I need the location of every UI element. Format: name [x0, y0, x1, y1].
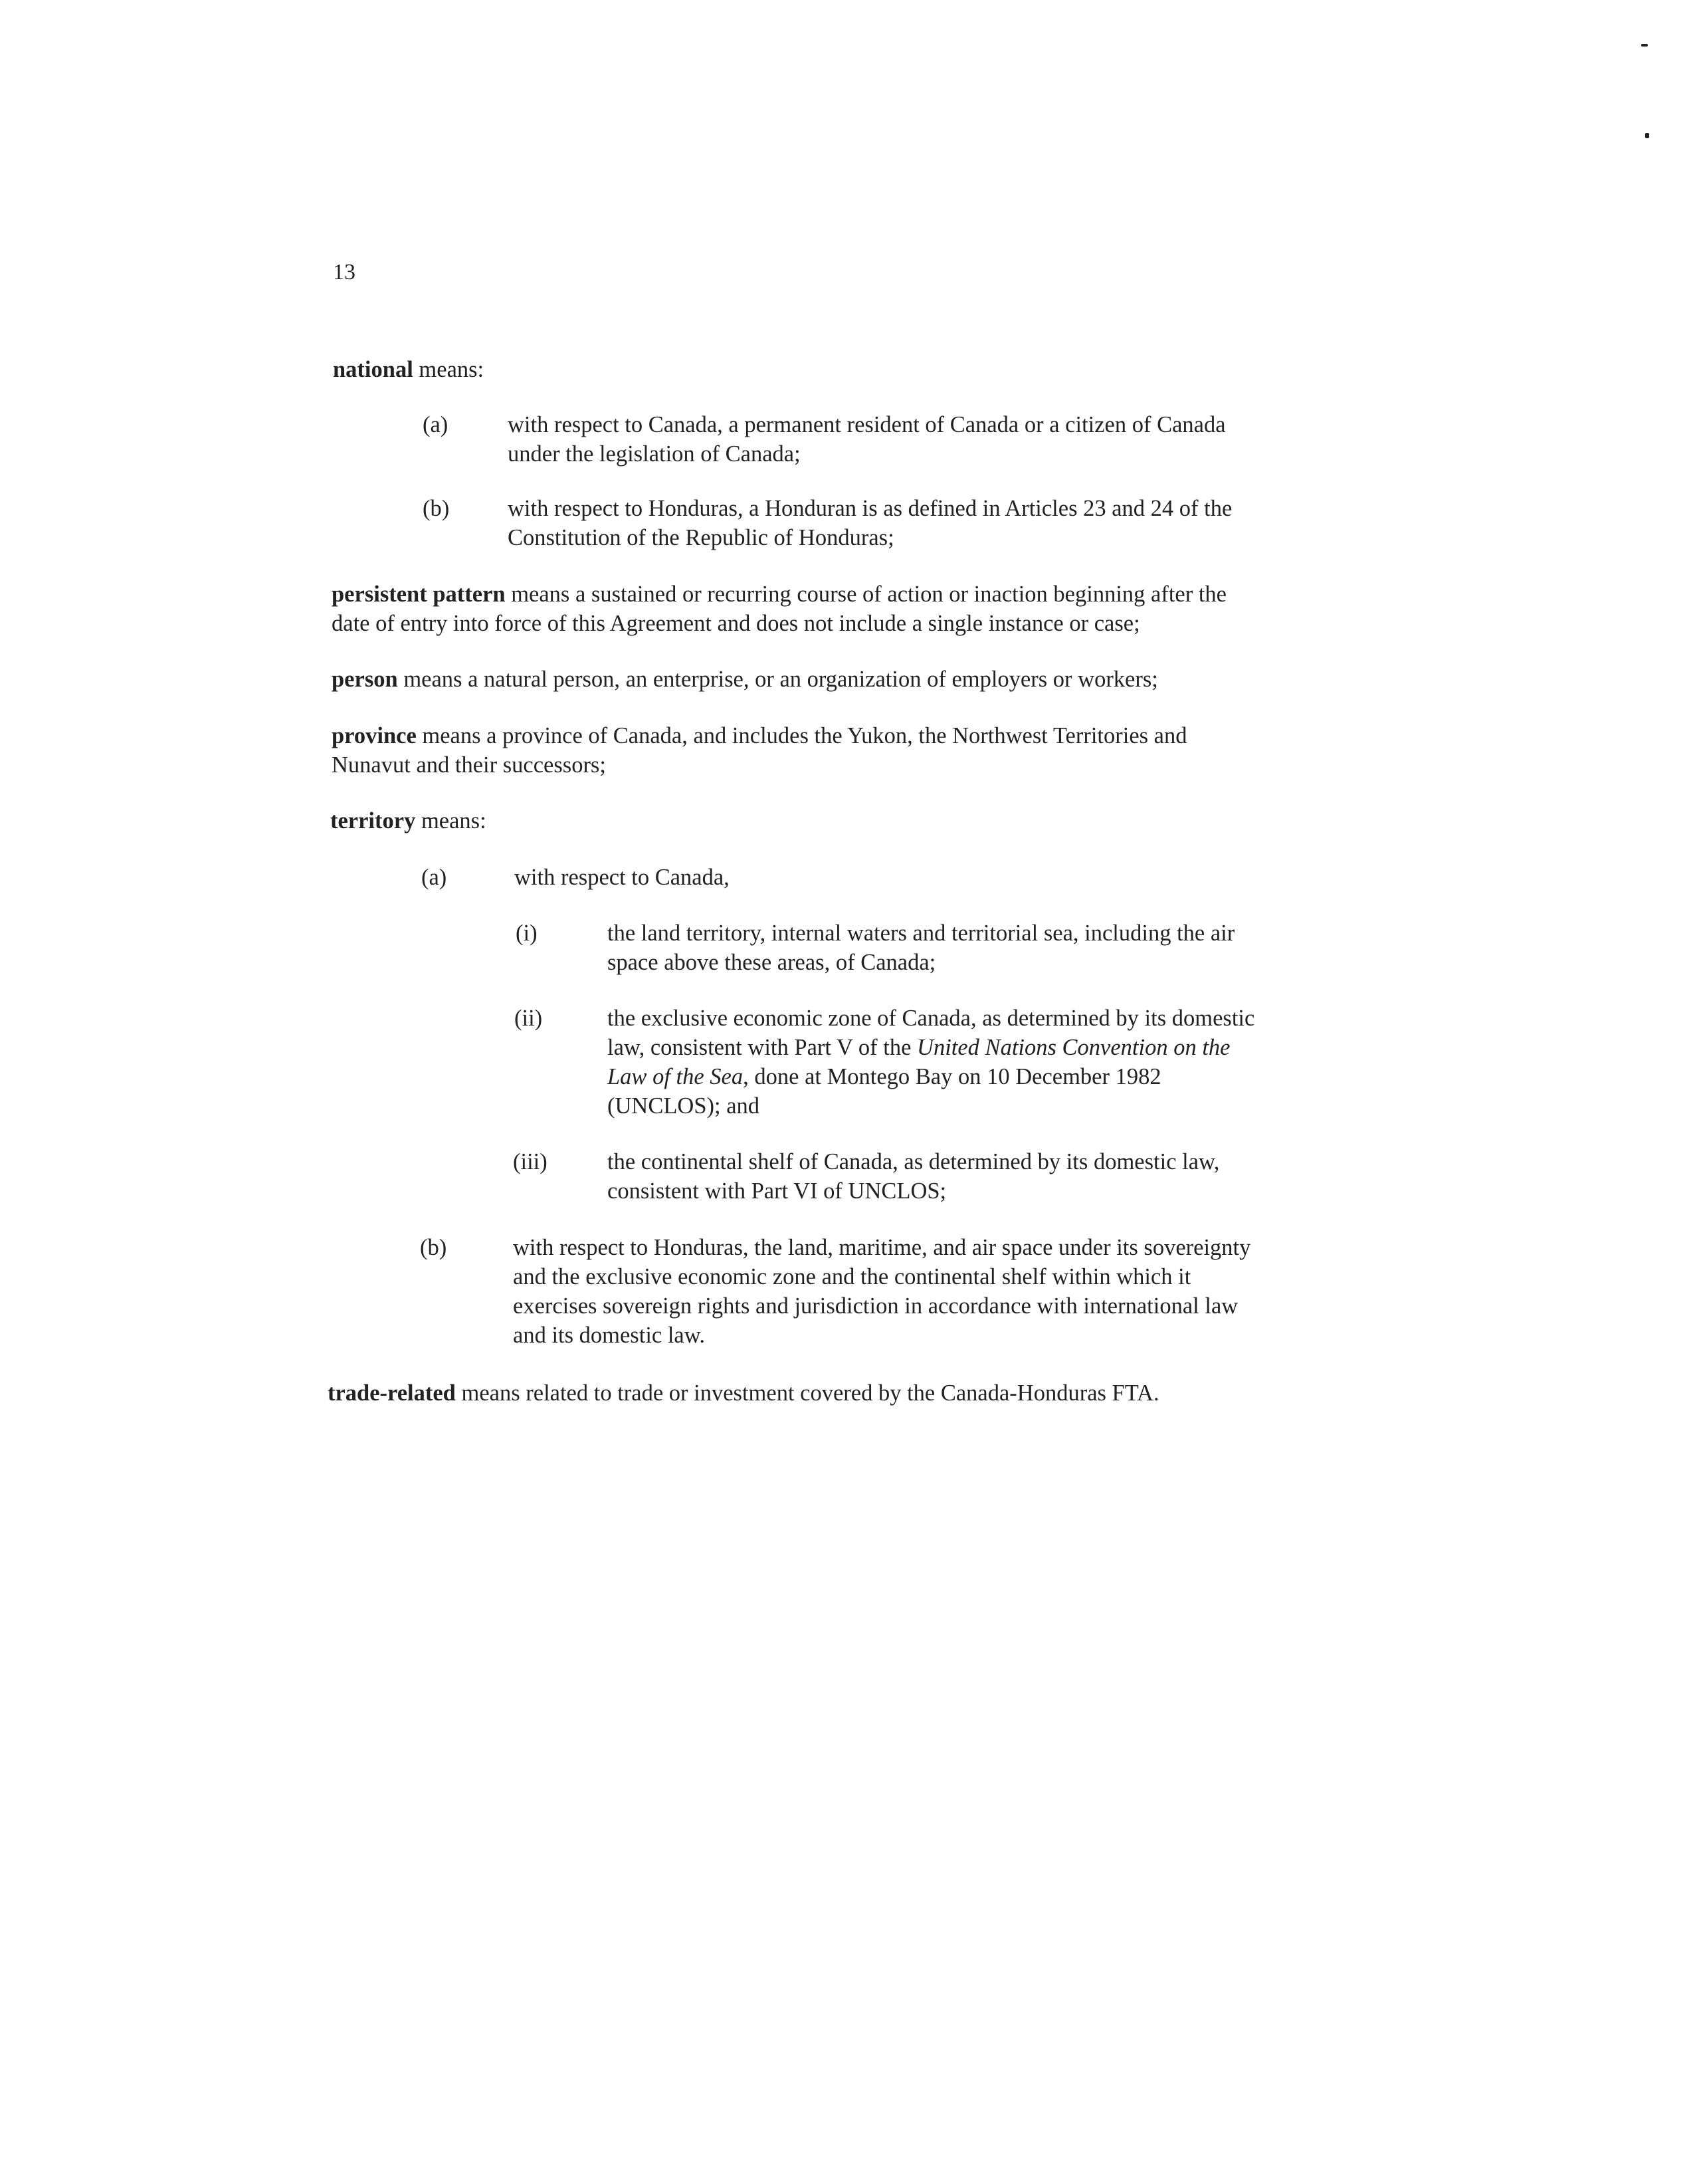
item-label: (b) — [420, 1235, 447, 1260]
defined-term: territory — [330, 808, 416, 833]
defined-term: province — [332, 723, 417, 748]
text-line: the continental shelf of Canada, as determined by its domestic law, — [607, 1149, 1220, 1174]
text-line: the land territory, internal waters and territorial sea, including the air — [607, 921, 1235, 946]
subitem-text — [607, 1147, 1219, 1206]
treaty-title: Law of the Sea — [607, 1064, 744, 1089]
definition-text: means related to trade or investment covered by the Canada-Honduras FTA. — [455, 1380, 1159, 1406]
text-line: exercises sovereign rights and jurisdiction in accordance with international law — [513, 1293, 1239, 1319]
text-line: with respect to Canada, a permanent resident of Canada or a citizen of Canada — [508, 412, 1226, 437]
definition-persistent-pattern — [332, 580, 1227, 638]
text-line: date of entry into force of this Agreement and does not include a single instance or case; — [332, 611, 1140, 636]
text-segment: law, consistent with Part V of the — [607, 1035, 918, 1060]
scan-mark — [1641, 44, 1648, 47]
text-line: the exclusive economic zone of Canada, as determined by its domestic — [607, 1006, 1255, 1031]
defined-term: national — [333, 357, 413, 382]
definition-text: means: — [415, 808, 486, 833]
text-line: Constitution of the Republic of Honduras; — [508, 525, 894, 550]
item-label: (b) — [423, 496, 450, 521]
text-line: under the legislation of Canada; — [508, 441, 801, 467]
text-line — [607, 1062, 1254, 1091]
item-label: (a) — [421, 865, 447, 890]
text-line: and the exclusive economic zone and the continental shelf within which it — [513, 1264, 1191, 1289]
text-line: space above these areas, of Canada; — [607, 950, 936, 975]
defined-term: person — [332, 667, 398, 692]
text-line: (UNCLOS); and — [607, 1093, 760, 1119]
definition-text: means: — [413, 357, 484, 382]
definition-province — [332, 721, 1187, 780]
subitem-text — [607, 919, 1235, 977]
scan-mark — [1645, 133, 1649, 138]
item-text — [513, 1233, 1250, 1350]
page-number: 13 — [333, 260, 355, 284]
item-text — [508, 494, 1232, 552]
text-line: with respect to Honduras, a Honduran is as defined in Articles 23 and 24 of the — [508, 496, 1233, 521]
definition-territory — [330, 806, 486, 835]
item-label: (a) — [423, 412, 448, 437]
definition-person — [332, 665, 1158, 694]
item-text: with respect to Canada, — [514, 865, 730, 890]
item-text — [508, 410, 1226, 469]
text-line: with respect to Honduras, the land, maritime, and air space under its sovereignty — [513, 1235, 1251, 1260]
definition-national — [333, 355, 484, 384]
defined-term: trade-related — [328, 1380, 456, 1406]
text-line: Nunavut and their successors; — [332, 752, 606, 778]
subitem-label: (i) — [516, 921, 538, 946]
text-segment: , done at Montego Bay on 10 December 1982 — [743, 1064, 1161, 1089]
treaty-title: United Nations Convention on the — [917, 1035, 1231, 1060]
definition-text: means a province of Canada, and includes the Yukon, the Northwest Territories and — [416, 723, 1187, 748]
subitem-text — [607, 1004, 1254, 1121]
text-line: and its domestic law. — [513, 1323, 706, 1348]
subitem-label: (ii) — [514, 1006, 543, 1031]
defined-term: persistent pattern — [332, 582, 506, 607]
text-line — [607, 1033, 1254, 1062]
subitem-label: (iii) — [513, 1149, 548, 1174]
definition-text: means a sustained or recurring course of action or inaction beginning after the — [505, 582, 1227, 607]
text-line: consistent with Part VI of UNCLOS; — [607, 1178, 947, 1204]
definition-trade-related — [328, 1378, 1159, 1408]
definition-text: means a natural person, an enterprise, or an organization of employers or workers; — [397, 667, 1158, 692]
